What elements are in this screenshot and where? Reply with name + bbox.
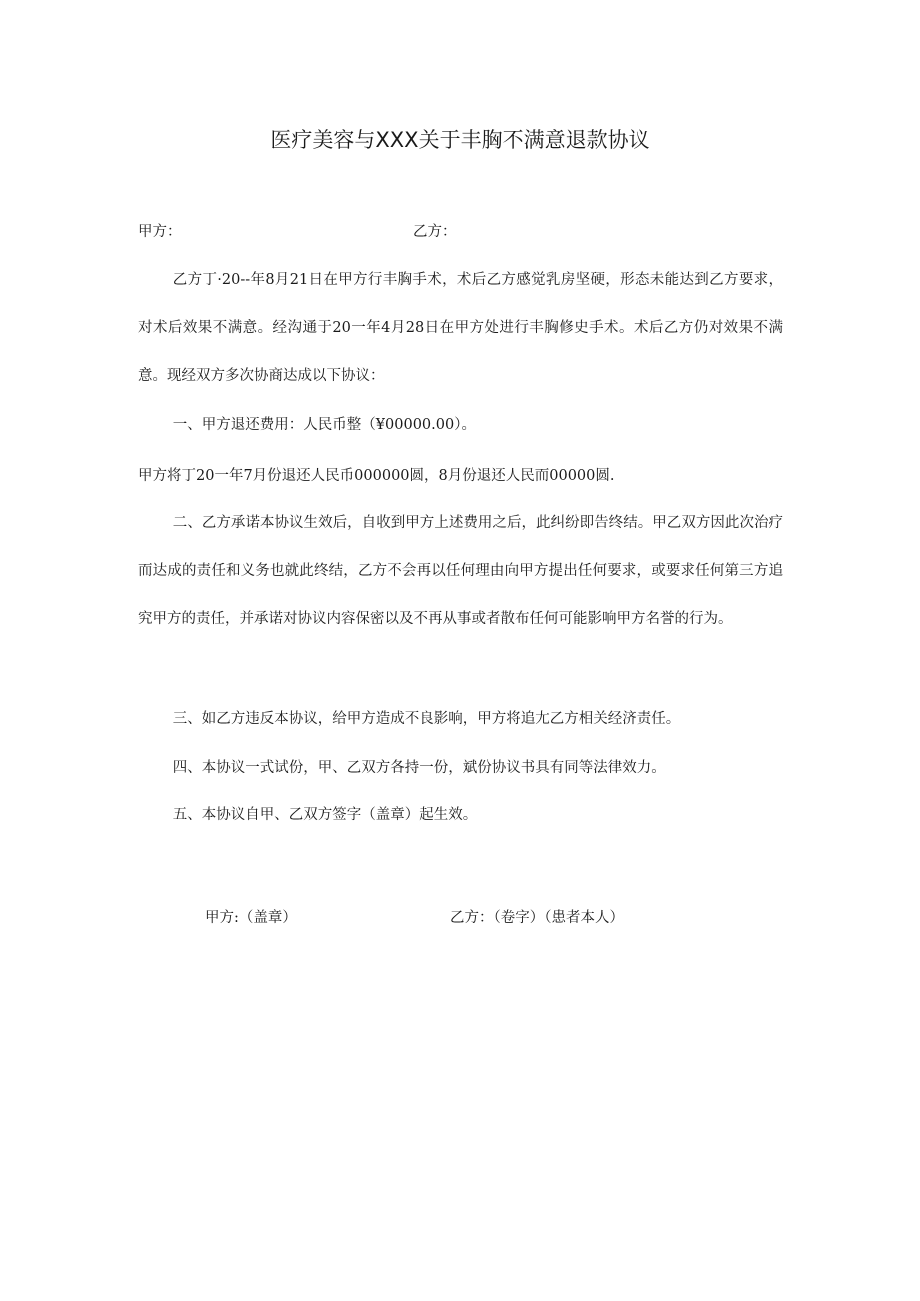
document-title: 医疗美容与XXX关于丰胸不满意退款协议 <box>270 128 650 152</box>
clause-3-breach: 三、如乙方违反本协议，给甲方造成不良影响，甲方将追尢乙方相关经济责任。 <box>172 711 681 727</box>
clause-2-settlement: 二、乙方承诺本协议生效后，自收到甲方上述费用之后，此纠纷即告终结。甲乙双方因此次治疗而达成的责任和义务也就此终结，乙方不会再以任何理由向甲方提出任何要求，或要求任何第三方追究甲方的责任，并承诺对协议内容保密以及不再从事或者散布任何可能影响甲方名誉的行为。 <box>138 515 783 627</box>
party-b-label: 乙方： <box>413 224 457 240</box>
party-a-label: 甲方： <box>138 224 182 240</box>
signature-party-b: 乙方：（卷字）（患者本人） <box>450 910 624 926</box>
intro-paragraph: 乙方丁·20--年8月21日在甲方行丰胸手术，术后乙方感觉乳房坚硬，形态未能达到乙方要求，对术后效果不满意。经沟通于20一年4月28日在甲方处进行丰胸修史手术。术后乙方仍对效果不满意。现经双方多次协商达成以下协议： <box>138 272 783 384</box>
clause-5-effective: 五、本协议自甲、乙双方签字（盖章）起生效。 <box>172 807 478 823</box>
clause-4-copies: 四、本协议一式试份，甲、乙双方各持一份，斌份协议书具有同等法律效力。 <box>172 760 666 776</box>
clause-1-refund-amount: 一、甲方退还费用：人民币整（¥00000.00）。 <box>172 417 476 433</box>
signature-party-a: 甲方:（盖章） <box>205 910 297 926</box>
refund-schedule: 甲方将丁20一年7月份退还人民币000000圆，8月份退还人民而00000圆. <box>138 468 615 484</box>
